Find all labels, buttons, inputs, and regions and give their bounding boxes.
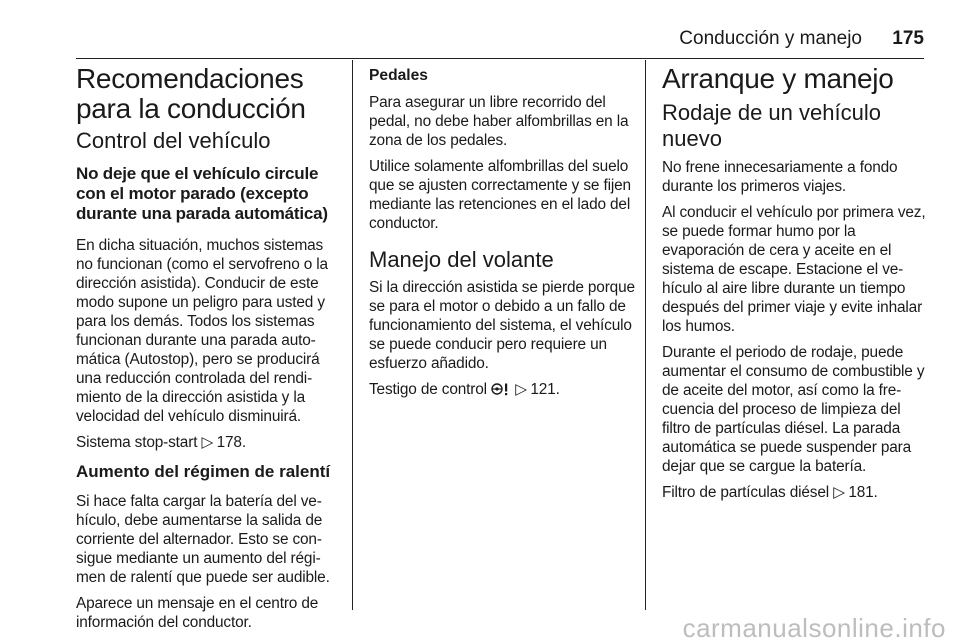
section-heading: Control del vehículo bbox=[76, 128, 271, 153]
column-3 bbox=[662, 62, 930, 509]
idle-heading: Aumento del régimen de ralentí bbox=[76, 462, 331, 481]
steering-heading: Manejo del volante bbox=[369, 247, 554, 272]
break-in-text-3: Durante el periodo de rodaje, puede aumentar el consumo de combustible y de aceite del motor, así como la frecuencia del proceso de limpieza del filtro de partículas diésel. La parada automática se puede suspender para dejar que se cargue la batería. bbox=[662, 344, 925, 475]
stopstart-reference bbox=[76, 433, 344, 452]
idle-text: Si hace falta cargar la batería del vehículo, debe aumentarse la salida de corriente del alternador. Esto se consigue mediante un aumento del régimen de ralentí que puede ser audible. bbox=[76, 493, 330, 586]
chapter-title: Recomendaciones para la conducción bbox=[76, 63, 306, 124]
column-1 bbox=[76, 62, 344, 639]
page-reference-icon[interactable]: ▷ bbox=[833, 484, 845, 501]
section-heading-2: Rodaje de un vehículo nuevo bbox=[662, 100, 881, 151]
idle-text-2: Aparece un mensaje en el centro de información del conductor. bbox=[76, 595, 319, 631]
watermark: carmanualsonline.info bbox=[682, 613, 946, 643]
warning-heading: No deje que el vehículo circule con el motor parado (excepto durante una parada automática) bbox=[76, 164, 328, 223]
indicator-reference bbox=[369, 380, 637, 401]
indicator-page[interactable]: 121. bbox=[530, 381, 560, 398]
pedals-text-1: Para asegurar un libre recorrido del pedal, no debe haber alfombrillas en la zona de los pedales. bbox=[369, 94, 629, 149]
column-2 bbox=[369, 62, 637, 408]
pedals-heading: Pedales bbox=[369, 67, 428, 84]
page-header bbox=[76, 28, 924, 50]
column-divider-1 bbox=[352, 60, 353, 610]
indicator-label: Testigo de control bbox=[369, 381, 487, 398]
break-in-text-1: No frene innecesariamente a fondo durante los primeros viajes. bbox=[662, 159, 898, 195]
break-in-text-2: Al conducir el vehículo por primera vez, se puede formar humo por la evaporación de cera y aceite en el sistema de escape. Estacione el vehículo al aire libre durante un tiempo después del primer viaje y evite inhalar los humos. bbox=[662, 204, 926, 335]
stopstart-label: Sistema stop-start bbox=[76, 434, 198, 451]
page-number: 175 bbox=[892, 28, 924, 49]
warning-text: En dicha situación, muchos sistemas no funcionan (como el servofreno o la dirección asistida). Conducir de este modo supone un peligro para usted y para los demás. Todos los sistemas funcionan durante una parada automática (Autostop), pero se producirá una reducción controlada del rendimiento de la dirección asistida y la velocidad del vehículo disminuirá. bbox=[76, 237, 328, 425]
page-reference-icon[interactable]: ▷ bbox=[515, 381, 527, 398]
section-title: Conducción y manejo bbox=[679, 28, 862, 49]
pedals-text-2: Utilice solamente alfombrillas del suelo que se ajusten correctamente y se fijen mediante las retenciones en el lado del conductor. bbox=[369, 158, 631, 232]
header-rule bbox=[76, 58, 924, 59]
filter-label: Filtro de partículas diésel bbox=[662, 484, 830, 501]
column-divider-2 bbox=[645, 60, 646, 610]
filter-reference bbox=[662, 483, 930, 502]
steering-text: Si la dirección asistida se pierde porque se para el motor o debido a un fallo de funcionamiento del sistema, el vehículo se puede conducir pero requiere un esfuerzo añadido. bbox=[369, 279, 635, 372]
stopstart-page[interactable]: 178. bbox=[216, 434, 246, 451]
page-reference-icon[interactable]: ▷ bbox=[201, 434, 214, 451]
filter-page[interactable]: 181. bbox=[848, 484, 878, 501]
chapter-title-2: Arranque y manejo bbox=[662, 63, 894, 94]
steering-warning-icon bbox=[491, 382, 511, 401]
